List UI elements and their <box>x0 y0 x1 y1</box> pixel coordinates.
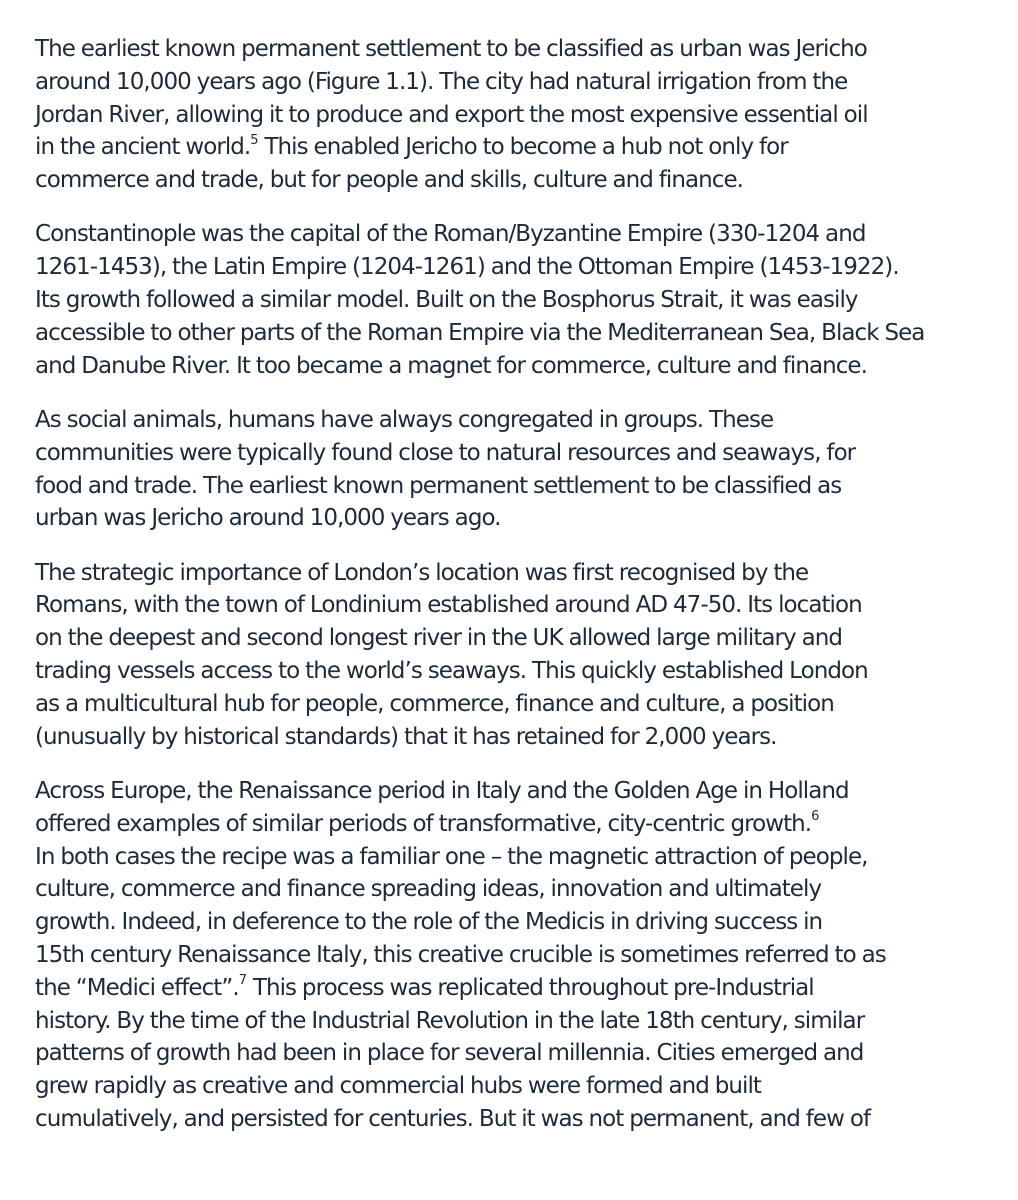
footnote-marker: 5 <box>250 132 259 148</box>
text-line: history. By the time of the Industrial Revolution in the late 18th century, similar <box>35 1007 865 1034</box>
text-line: as a multicultural hub for people, commerce, finance and culture, a position <box>35 690 834 717</box>
text-line: commerce and trade, but for people and skills, culture and finance. <box>35 167 744 194</box>
page-fold <box>0 1187 1018 1200</box>
text-line: (unusually by historical standards) that it has retained for 2,000 years. <box>35 723 777 750</box>
text-line: The earliest known permanent settlement to be classified as urban was Jericho <box>35 36 867 62</box>
text-line: As social animals, humans have always congregated in groups. These <box>35 406 774 433</box>
text-line: around 10,000 years ago (Figure 1.1). The city had natural irrigation from the <box>35 68 848 95</box>
text-line: Across Europe, the Renaissance period in Italy and the Golden Age in Holland <box>35 777 849 804</box>
text-line: grew rapidly as creative and commercial hubs were formed and built <box>35 1073 761 1100</box>
paragraph-jericho <box>35 33 1010 197</box>
text-line: 1261-1453), the Latin Empire (1204-1261) and the Ottoman Empire (1453-1922). <box>35 254 899 281</box>
text-line: growth. Indeed, in deference to the role of the Medicis in driving success in <box>35 909 823 936</box>
text-segment: offered examples of similar periods of transformative, city-centric growth. <box>35 810 812 837</box>
text-segment: in the ancient world. <box>35 134 251 161</box>
text-line <box>35 972 1010 1005</box>
footnote-marker: 6 <box>811 809 820 825</box>
paragraph-europe <box>35 775 1010 1136</box>
text-line: Jordan River, allowing it to produce and export the most expensive essential oil <box>35 101 868 128</box>
body-text <box>35 33 1010 1157</box>
text-line: Romans, with the town of Londinium established around AD 47-50. Its location <box>35 592 862 619</box>
text-line: accessible to other parts of the Roman Empire via the Mediterranean Sea, Black Sea <box>35 319 925 346</box>
text-line: communities were typically found close to natural resources and seaways, for <box>35 439 856 466</box>
paragraph-constantinople <box>35 218 1010 382</box>
text-line: cumulatively, and persisted for centuries. But it was not permanent, and few of <box>35 1105 871 1132</box>
text-line: food and trade. The earliest known permanent settlement to be classified as <box>35 472 842 499</box>
text-line: Its growth followed a similar model. Built on the Bosphorus Strait, it was easily <box>35 287 858 314</box>
text-line: The strategic importance of London’s location was first recognised by the <box>35 559 809 586</box>
text-line: Constantinople was the capital of the Roman/Byzantine Empire (330-1204 and <box>35 221 866 248</box>
text-line: trading vessels access to the world’s seaways. This quickly established London <box>35 658 868 685</box>
paragraph-social-animals <box>35 404 1010 535</box>
footnote-marker: 7 <box>238 973 247 989</box>
text-segment: This process was replicated throughout pre-Industrial <box>252 974 814 1001</box>
text-line: patterns of growth had been in place for several millennia. Cities emerged and <box>35 1040 864 1067</box>
text-segment: the “Medici effect”. <box>35 974 239 1001</box>
text-line: on the deepest and second longest river in the UK allowed large military and <box>35 625 842 652</box>
text-line <box>35 131 1010 164</box>
text-line: In both cases the recipe was a familiar one – the magnetic attraction of people, <box>35 843 868 870</box>
text-line: culture, commerce and finance spreading ideas, innovation and ultimately <box>35 876 822 903</box>
text-line: 15th century Renaissance Italy, this creative crucible is sometimes referred to as <box>35 941 886 968</box>
text-line: and Danube River. It too became a magnet for commerce, culture and finance. <box>35 352 867 379</box>
text-segment: This enabled Jericho to become a hub not only for <box>264 134 788 161</box>
paragraph-london <box>35 557 1010 754</box>
text-line <box>35 808 1010 841</box>
text-line: urban was Jericho around 10,000 years ago. <box>35 505 501 532</box>
